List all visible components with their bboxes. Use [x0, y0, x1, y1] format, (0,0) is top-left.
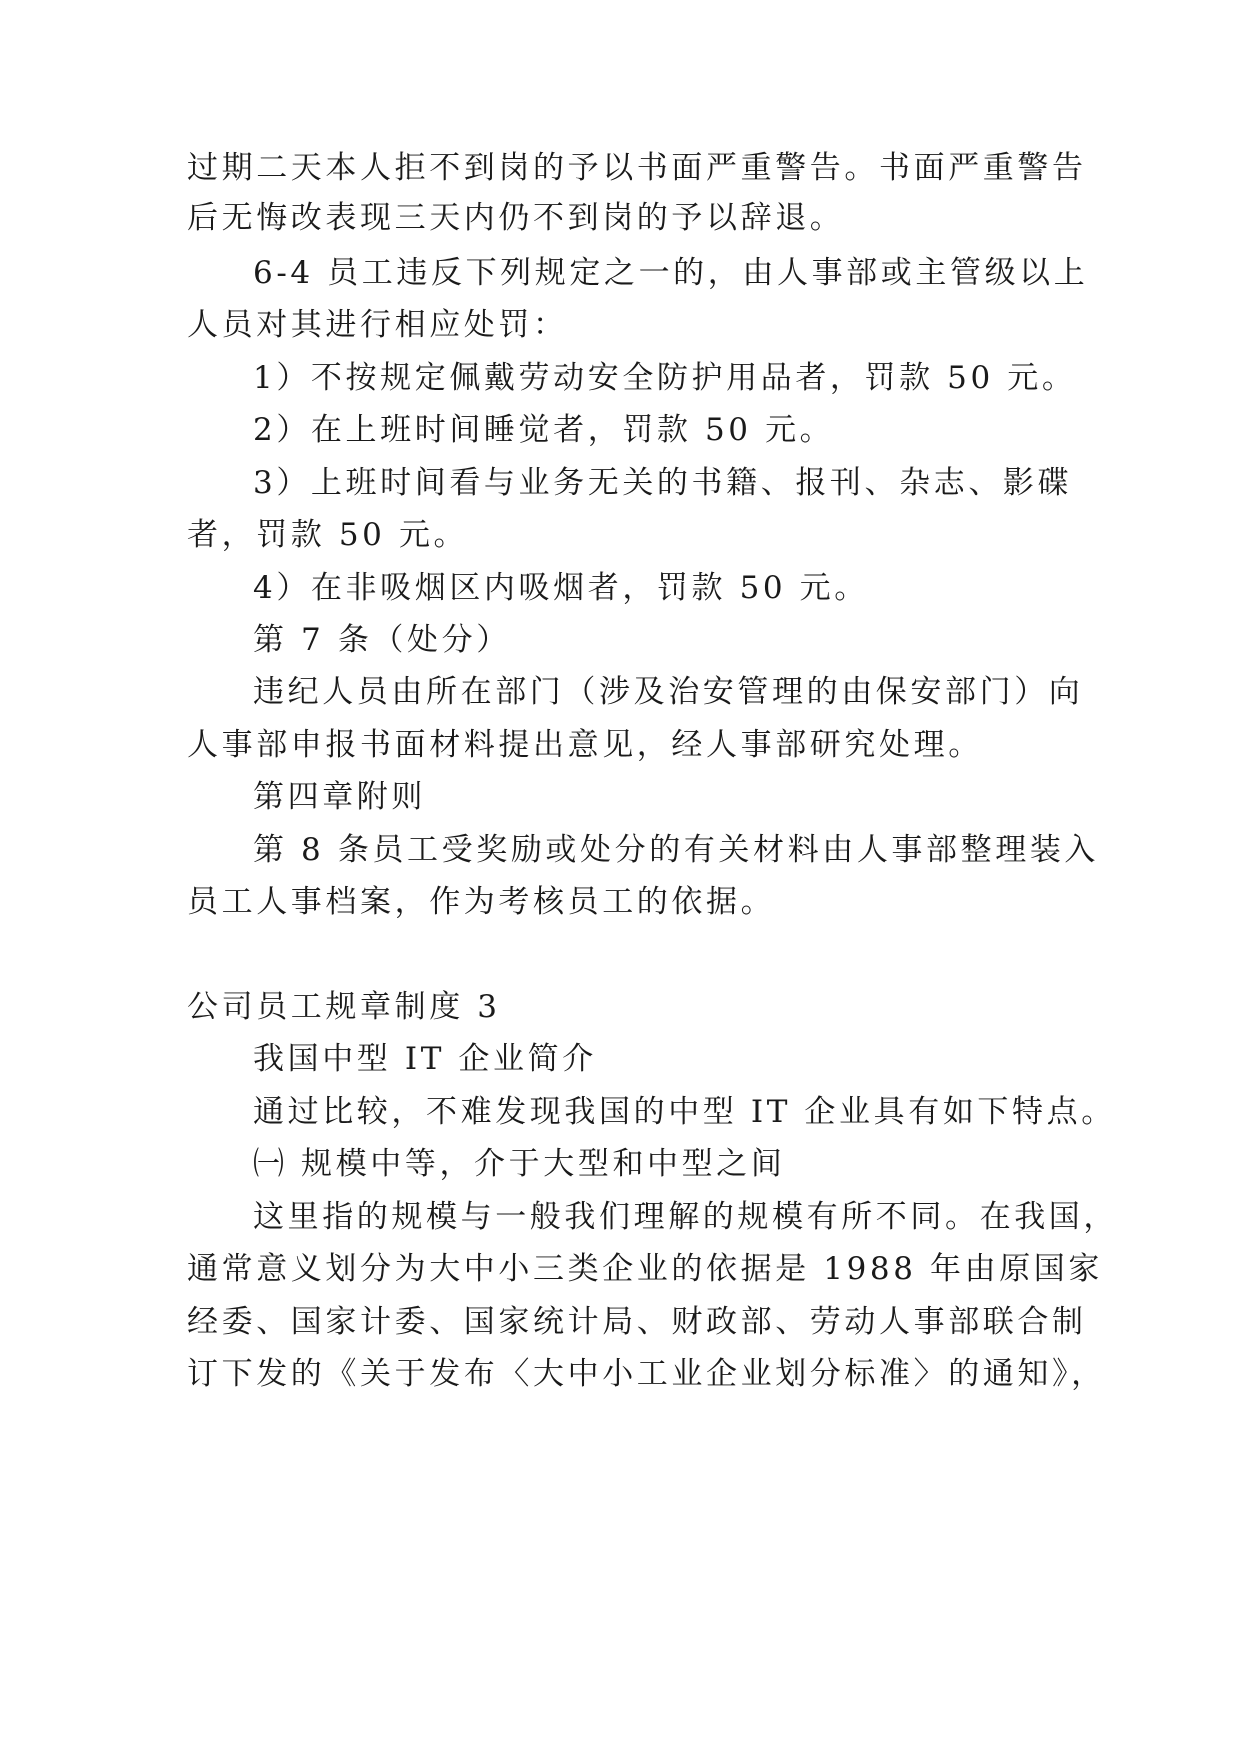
body-text-line: 后无悔改表现三天内仍不到岗的予以辞退。	[187, 200, 845, 236]
list-item: 2）在上班时间睡觉者，罚款 50 元。	[253, 412, 835, 448]
list-item: 1）不按规定佩戴劳动安全防护用品者，罚款 50 元。	[253, 360, 1077, 396]
list-item: 4）在非吸烟区内吸烟者，罚款 50 元。	[253, 570, 869, 606]
body-text-line: 订下发的《关于发布〈大中小工业企业划分标准〉的通知》，	[187, 1356, 1106, 1392]
body-text-line: 通常意义划分为大中小三类企业的依据是 1988 年由原国家	[187, 1251, 1103, 1287]
subsection-title: 我国中型 IT 企业简介	[253, 1041, 597, 1077]
body-text-line: 人员对其进行相应处罚：	[187, 307, 568, 343]
section-title: 公司员工规章制度 3	[187, 989, 501, 1025]
body-text-line: 员工人事档案，作为考核员工的依据。	[187, 884, 776, 920]
body-text-line: 人事部申报书面材料提出意见，经人事部研究处理。	[187, 727, 983, 763]
body-text-line: 第 8 条员工受奖励或处分的有关材料由人事部整理装入	[253, 832, 1100, 868]
body-text-line: 通过比较，不难发现我国的中型 IT 企业具有如下特点。	[253, 1094, 1116, 1130]
body-text-line: 过期二天本人拒不到岗的予以书面严重警告。书面严重警告	[187, 150, 1087, 186]
article-heading: 第 7 条（处分）	[253, 622, 511, 658]
body-text-line: 经委、国家计委、国家统计局、财政部、劳动人事部联合制	[187, 1304, 1087, 1340]
body-text-line: 者，罚款 50 元。	[187, 517, 469, 553]
list-item: 3）上班时间看与业务无关的书籍、报刊、杂志、影碟	[253, 465, 1073, 501]
list-item: ㈠ 规模中等，介于大型和中型之间	[253, 1146, 786, 1182]
body-text-line: 违纪人员由所在部门（涉及治安管理的由保安部门）向	[253, 674, 1084, 710]
chapter-heading: 第四章附则	[253, 779, 426, 815]
body-text-line: 这里指的规模与一般我们理解的规模有所不同。在我国，	[253, 1199, 1118, 1235]
body-text-line: 6-4 员工违反下列规定之一的，由人事部或主管级以上	[253, 255, 1089, 291]
